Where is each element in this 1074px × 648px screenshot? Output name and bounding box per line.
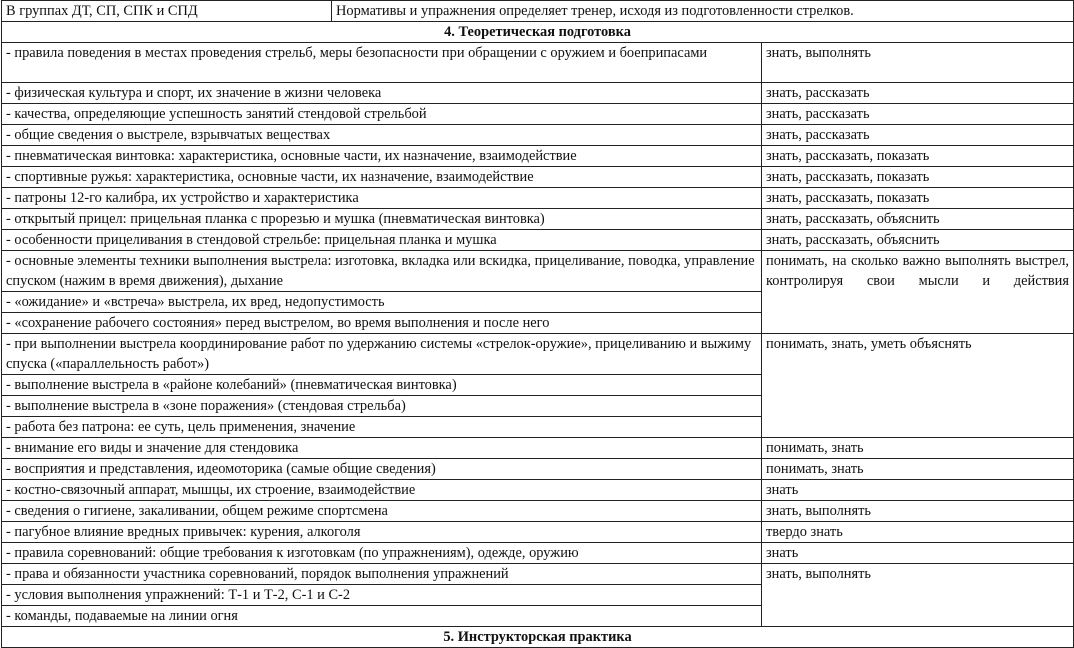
requirement-cell: знать, рассказать: [762, 83, 1074, 104]
table-row: [2, 188, 1074, 209]
requirement-cell: знать, выполнять: [762, 43, 1074, 83]
table-row: [2, 125, 1074, 146]
topic-cell: - костно-связочный аппарат, мышцы, их строение, взаимодействие: [2, 480, 762, 501]
requirement-cell: твердо знать: [762, 522, 1074, 543]
requirement-cell: понимать, знать: [762, 438, 1074, 459]
topic-cell: - условия выполнения упражнений: Т-1 и Т-2, С-1 и С-2: [2, 585, 762, 606]
topic-cell: - выполнение выстрела в «зоне поражения» (стендовая стрельба): [2, 396, 762, 417]
requirement-cell: понимать, знать, уметь объяснять: [762, 334, 1074, 438]
requirement-cell: знать: [762, 480, 1074, 501]
topic-cell: - работа без патрона: ее суть, цель применения, значение: [2, 417, 762, 438]
training-program-table: [1, 0, 1074, 648]
section-title-instructor-practice: 5. Инструкторская практика: [2, 627, 1074, 648]
table-row: [2, 543, 1074, 564]
requirement-cell: знать, рассказать: [762, 125, 1074, 146]
topic-cell: - «ожидание» и «встреча» выстрела, их вред, недопустимость: [2, 292, 762, 313]
section-row: [2, 22, 1074, 43]
topic-cell: - пневматическая винтовка: характеристика, основные части, их назначение, взаимодействие: [2, 146, 762, 167]
topic-cell: - «сохранение рабочего состояния» перед выстрелом, во время выполнения и после него: [2, 313, 762, 334]
table-row: [2, 480, 1074, 501]
topic-cell: - команды, подаваемые на линии огня: [2, 606, 762, 627]
requirement-cell: знать, выполнять: [762, 501, 1074, 522]
topic-cell: - пагубное влияние вредных привычек: курения, алкоголя: [2, 522, 762, 543]
section-title-theory: 4. Теоретическая подготовка: [2, 22, 1074, 43]
topic-cell: - правила поведения в местах проведения стрельб, меры безопасности при обращении с оружием и боеприпасами: [2, 43, 762, 83]
topic-cell: - общие сведения о выстреле, взрывчатых веществах: [2, 125, 762, 146]
requirement-cell: знать, выполнять: [762, 564, 1074, 627]
requirement-cell: знать, рассказать, показать: [762, 167, 1074, 188]
header-norms-cell: Нормативы и упражнения определяет тренер, исходя из подготовленности стрелков.: [332, 1, 1074, 22]
table-row: [2, 334, 1074, 375]
requirement-cell: понимать, знать: [762, 459, 1074, 480]
topic-cell: - физическая культура и спорт, их значение в жизни человека: [2, 83, 762, 104]
requirement-cell: знать, рассказать, показать: [762, 146, 1074, 167]
topic-cell: - правила соревнований: общие требования к изготовкам (по упражнениям), одежде, оружию: [2, 543, 762, 564]
table-row: [2, 83, 1074, 104]
table-row: [2, 501, 1074, 522]
topic-cell: - патроны 12-го калибра, их устройство и характеристика: [2, 188, 762, 209]
requirement-cell: понимать, на сколько важно выполнять выстрел, контролируя свои мысли и действия: [762, 251, 1074, 334]
table-row: [2, 146, 1074, 167]
table-row: [2, 104, 1074, 125]
table-row: [2, 522, 1074, 543]
topic-cell: - сведения о гигиене, закаливании, общем режиме спортсмена: [2, 501, 762, 522]
topic-cell: - особенности прицеливания в стендовой стрельбе: прицельная планка и мушка: [2, 230, 762, 251]
table-row: [2, 251, 1074, 292]
topic-cell: - восприятия и представления, идеомоторика (самые общие сведения): [2, 459, 762, 480]
table-row: [2, 230, 1074, 251]
topic-cell: - выполнение выстрела в «районе колебаний» (пневматическая винтовка): [2, 375, 762, 396]
table-row: [2, 459, 1074, 480]
requirement-cell: знать: [762, 543, 1074, 564]
topic-cell: - основные элементы техники выполнения выстрела: изготовка, вкладка или вскидка, прицеливание, поводка, управление спуском (нажим в время движения), дыхание: [2, 251, 762, 292]
table-row: [2, 209, 1074, 230]
topic-cell: - спортивные ружья: характеристика, основные части, их назначение, взаимодействие: [2, 167, 762, 188]
topic-cell: - внимание его виды и значение для стендовика: [2, 438, 762, 459]
topic-cell: - при выполнении выстрела координирование работ по удержанию системы «стрелок-оружие», прицеливанию и выжиму спуска («параллельность работ»): [2, 334, 762, 375]
section-row: [2, 627, 1074, 648]
topic-cell: - качества, определяющие успешность занятий стендовой стрельбой: [2, 104, 762, 125]
table-row: [2, 438, 1074, 459]
topic-cell: - права и обязанности участника соревнований, порядок выполнения упражнений: [2, 564, 762, 585]
requirement-cell: знать, рассказать, объяснить: [762, 209, 1074, 230]
table-row: [2, 43, 1074, 83]
requirement-cell: знать, рассказать, объяснить: [762, 230, 1074, 251]
header-groups-cell: В группах ДТ, СП, СПК и СПД: [2, 1, 332, 22]
table-row: [2, 167, 1074, 188]
header-row: [2, 1, 1074, 22]
requirement-cell: знать, рассказать: [762, 104, 1074, 125]
topic-cell: - открытый прицел: прицельная планка с прорезью и мушка (пневматическая винтовка): [2, 209, 762, 230]
requirement-cell: знать, рассказать, показать: [762, 188, 1074, 209]
table-row: [2, 564, 1074, 585]
